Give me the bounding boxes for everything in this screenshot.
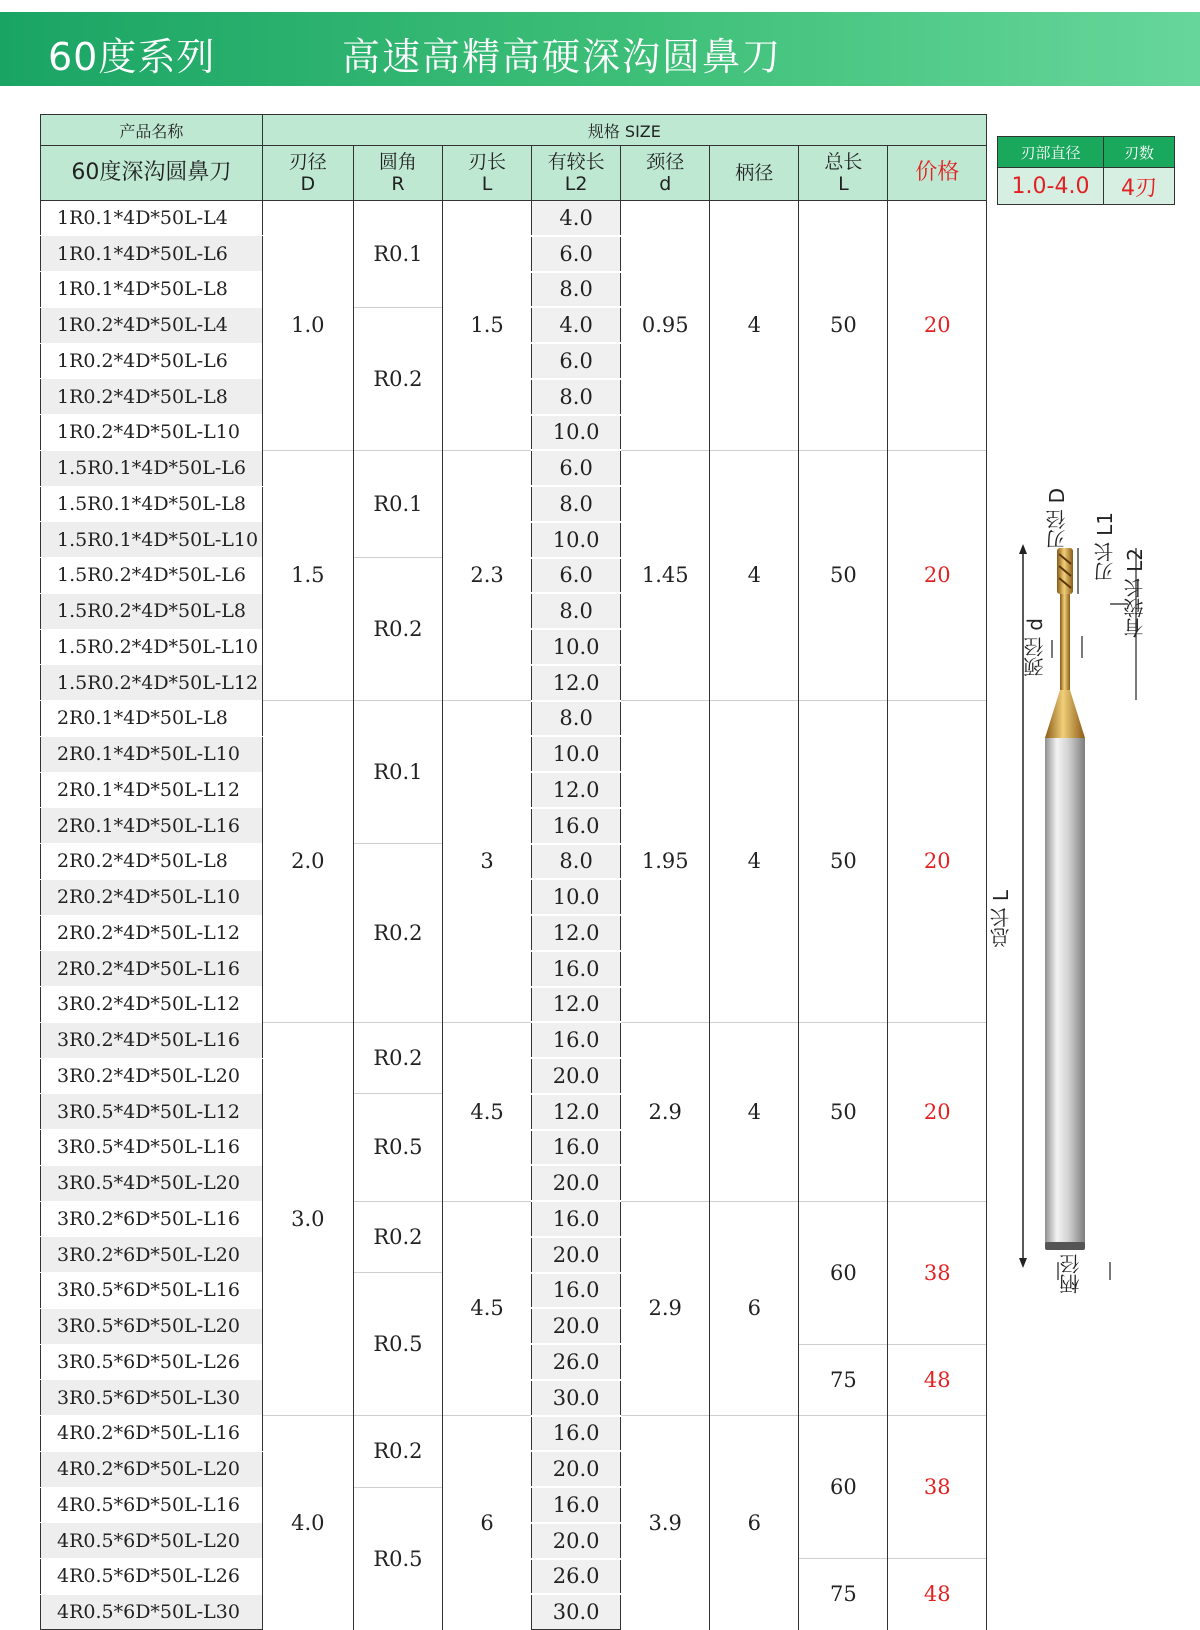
neck-d-label: 颈径 d — [1023, 618, 1047, 678]
product-code: 1R0.2*4D*50L-L6 — [41, 343, 263, 379]
eff-l2-cell: 20.0 — [532, 1523, 621, 1559]
blade-l-cell: 4.5 — [442, 1022, 531, 1201]
price-cell: 38 — [888, 1416, 987, 1559]
eff-l2-label: 有较长 L2 — [1123, 548, 1147, 639]
shank-cell: 6 — [710, 1201, 799, 1416]
total-l-cell: 75 — [799, 1559, 888, 1630]
col-blade-d — [262, 146, 353, 201]
neck-d-cell: 1.95 — [621, 701, 710, 1023]
corner-r-cell: R0.1 — [353, 450, 442, 557]
product-code: 1.5R0.2*4D*50L-L12 — [41, 665, 263, 701]
eff-l2-cell: 16.0 — [532, 1022, 621, 1058]
eff-l2-cell: 8.0 — [532, 701, 621, 737]
product-code: 2R0.1*4D*50L-L12 — [41, 772, 263, 808]
group-name-header: 产品名称 — [41, 115, 263, 146]
table-row — [41, 1201, 987, 1237]
product-code: 1.5R0.1*4D*50L-L6 — [41, 450, 263, 486]
product-code: 3R0.2*6D*50L-L20 — [41, 1237, 263, 1273]
eff-l2-cell: 20.0 — [532, 1058, 621, 1094]
blade-d-cell: 4.0 — [262, 1416, 353, 1630]
col-total-l-sym: L — [838, 173, 849, 195]
product-code: 1.5R0.1*4D*50L-L8 — [41, 486, 263, 522]
corner-r-cell: R0.2 — [353, 1416, 442, 1488]
price-cell: 20 — [888, 701, 987, 1023]
col-neck-d-label: 颈径 — [646, 151, 685, 173]
col-product-name: 60度深沟圆鼻刀 — [41, 146, 263, 201]
eff-l2-cell: 6.0 — [532, 236, 621, 272]
product-code: 2R0.1*4D*50L-L16 — [41, 808, 263, 844]
blade-l-cell: 6 — [442, 1416, 531, 1630]
price-cell: 48 — [888, 1344, 987, 1416]
eff-l2-cell: 10.0 — [532, 522, 621, 558]
product-code: 1R0.1*4D*50L-L8 — [41, 272, 263, 308]
col-neck-d-sym: d — [659, 173, 672, 195]
product-code: 1R0.2*4D*50L-L8 — [41, 379, 263, 415]
shank-cell: 4 — [710, 701, 799, 1023]
col-total-l — [799, 146, 888, 201]
eff-l2-cell: 8.0 — [532, 486, 621, 522]
product-code: 3R0.2*4D*50L-L20 — [41, 1058, 263, 1094]
eff-l2-cell: 16.0 — [532, 1201, 621, 1237]
shank-cell: 6 — [710, 1416, 799, 1630]
product-code: 2R0.2*4D*50L-L10 — [41, 879, 263, 915]
table-row — [41, 1416, 987, 1452]
eff-l2-cell: 26.0 — [532, 1559, 621, 1595]
col-blade-d-label: 刃径 — [288, 151, 327, 173]
eff-l2-cell: 8.0 — [532, 593, 621, 629]
total-l-label: 总长 L — [989, 890, 1013, 948]
eff-l2-cell: 4.0 — [532, 201, 621, 236]
blade-l-cell: 1.5 — [442, 201, 531, 451]
product-code: 4R0.5*6D*50L-L20 — [41, 1523, 263, 1559]
product-code: 4R0.2*6D*50L-L16 — [41, 1416, 263, 1452]
eff-l2-cell: 12.0 — [532, 1094, 621, 1130]
shank-cell: 4 — [710, 201, 799, 451]
product-code: 1.5R0.2*4D*50L-L6 — [41, 558, 263, 594]
eff-l2-cell: 16.0 — [532, 808, 621, 844]
corner-r-cell: R0.2 — [353, 1201, 442, 1273]
blade-d-cell: 1.5 — [262, 450, 353, 700]
tool-diagram — [989, 488, 1200, 1294]
col-eff-l2-label: 有较长 — [547, 151, 605, 173]
product-code: 2R0.2*4D*50L-L16 — [41, 951, 263, 987]
blade-d-label: 刃径 D — [1045, 488, 1069, 550]
col-blade-l — [442, 146, 531, 201]
eff-l2-cell: 8.0 — [532, 379, 621, 415]
col-shank: 柄径 — [710, 146, 799, 201]
product-code: 2R0.1*4D*50L-L8 — [41, 701, 263, 737]
price-cell: 20 — [888, 1022, 987, 1201]
eff-l2-cell: 20.0 — [532, 1308, 621, 1344]
eff-l2-cell: 16.0 — [532, 1273, 621, 1309]
flute-count-header: 刃数 — [1104, 137, 1175, 168]
col-eff-l2-sym: L2 — [564, 173, 588, 195]
table-row — [41, 201, 987, 236]
total-l-cell: 60 — [799, 1201, 888, 1344]
eff-l2-cell: 6.0 — [532, 343, 621, 379]
eff-l2-cell: 26.0 — [532, 1344, 621, 1380]
product-code: 2R0.2*4D*50L-L12 — [41, 915, 263, 951]
eff-l2-cell: 8.0 — [532, 844, 621, 880]
blade-diameter-range: 1.0-4.0 — [998, 168, 1104, 205]
spec-table — [40, 114, 987, 1630]
product-code: 4R0.2*6D*50L-L20 — [41, 1451, 263, 1487]
group-spec-header: 规格 SIZE — [262, 115, 986, 146]
eff-l2-cell: 20.0 — [532, 1451, 621, 1487]
corner-r-cell: R0.1 — [353, 201, 442, 308]
corner-r-cell: R0.5 — [353, 1094, 442, 1201]
eff-l2-cell: 16.0 — [532, 951, 621, 987]
product-code: 3R0.5*6D*50L-L20 — [41, 1308, 263, 1344]
product-code: 1R0.2*4D*50L-L4 — [41, 307, 263, 343]
eff-l2-cell: 20.0 — [532, 1237, 621, 1273]
col-blade-d-sym: D — [300, 173, 316, 195]
col-blade-l-label: 刃长 — [468, 151, 507, 173]
blade-l-cell: 4.5 — [442, 1201, 531, 1416]
eff-l2-cell: 16.0 — [532, 1130, 621, 1166]
eff-l2-cell: 6.0 — [532, 450, 621, 486]
page-title: 高速高精高硬深沟圆鼻刀 — [342, 35, 783, 79]
eff-l2-cell: 10.0 — [532, 879, 621, 915]
product-code: 3R0.2*4D*50L-L16 — [41, 1022, 263, 1058]
product-code: 3R0.5*4D*50L-L16 — [41, 1130, 263, 1166]
eff-l2-cell: 12.0 — [532, 915, 621, 951]
series-title: 60度系列 — [48, 35, 216, 79]
eff-l2-cell: 10.0 — [532, 629, 621, 665]
product-code: 4R0.5*6D*50L-L16 — [41, 1487, 263, 1523]
product-code: 1R0.1*4D*50L-L4 — [41, 201, 263, 236]
eff-l2-cell: 12.0 — [532, 665, 621, 701]
col-price: 价格 — [888, 146, 987, 201]
product-code: 3R0.2*4D*50L-L12 — [41, 987, 263, 1023]
col-blade-l-sym: L — [481, 173, 493, 195]
product-code: 3R0.2*6D*50L-L16 — [41, 1201, 263, 1237]
eff-l2-cell: 20.0 — [532, 1165, 621, 1201]
header-banner — [0, 12, 1200, 86]
product-code: 1R0.1*4D*50L-L6 — [41, 236, 263, 272]
corner-r-cell: R0.5 — [353, 1487, 442, 1630]
product-code: 1.5R0.1*4D*50L-L10 — [41, 522, 263, 558]
flute-info-table — [997, 136, 1175, 205]
eff-l2-cell: 4.0 — [532, 307, 621, 343]
eff-l2-cell: 8.0 — [532, 272, 621, 308]
neck-d-cell: 0.95 — [621, 201, 710, 451]
eff-l2-cell: 16.0 — [532, 1487, 621, 1523]
product-code: 1.5R0.2*4D*50L-L8 — [41, 593, 263, 629]
total-l-cell: 60 — [799, 1416, 888, 1559]
col-total-l-label: 总长 — [824, 151, 863, 173]
table-row — [41, 1022, 987, 1058]
table-row — [41, 701, 987, 737]
blade-l-label: 刃长 L1 — [1093, 512, 1117, 583]
eff-l2-cell: 10.0 — [532, 415, 621, 451]
shank-d-label: 柄径 — [1059, 1254, 1083, 1294]
blade-l-cell: 3 — [442, 701, 531, 1023]
blade-d-cell: 3.0 — [262, 1022, 353, 1415]
corner-r-cell: R0.2 — [353, 558, 442, 701]
col-corner-r-label: 圆角 — [378, 151, 417, 173]
corner-r-cell: R0.2 — [353, 307, 442, 450]
blade-diameter-header: 刃部直径 — [998, 137, 1104, 168]
shank-cell: 4 — [710, 1022, 799, 1201]
total-l-cell: 75 — [799, 1344, 888, 1416]
col-corner-r-sym: R — [391, 173, 405, 195]
product-code: 3R0.5*6D*50L-L26 — [41, 1344, 263, 1380]
product-code: 3R0.5*4D*50L-L12 — [41, 1094, 263, 1130]
shank-cell: 4 — [710, 450, 799, 700]
eff-l2-cell: 16.0 — [532, 1416, 621, 1452]
product-code: 3R0.5*6D*50L-L30 — [41, 1380, 263, 1416]
corner-r-cell: R0.2 — [353, 1022, 442, 1094]
eff-l2-cell: 10.0 — [532, 736, 621, 772]
corner-r-cell: R0.5 — [353, 1273, 442, 1416]
neck-d-cell: 1.45 — [621, 450, 710, 700]
price-cell: 20 — [888, 450, 987, 700]
total-l-cell: 50 — [799, 450, 888, 700]
product-code: 1.5R0.2*4D*50L-L10 — [41, 629, 263, 665]
col-eff-l2 — [532, 146, 621, 201]
price-cell: 48 — [888, 1559, 987, 1630]
total-l-cell: 50 — [799, 1022, 888, 1201]
product-code: 3R0.5*6D*50L-L16 — [41, 1273, 263, 1309]
product-code: 4R0.5*6D*50L-L30 — [41, 1594, 263, 1629]
neck-d-cell: 3.9 — [621, 1416, 710, 1630]
blade-d-cell: 2.0 — [262, 701, 353, 1023]
corner-r-cell: R0.1 — [353, 701, 442, 844]
eff-l2-cell: 12.0 — [532, 772, 621, 808]
eff-l2-cell: 12.0 — [532, 987, 621, 1023]
total-l-cell: 50 — [799, 201, 888, 451]
col-corner-r — [353, 146, 442, 201]
total-l-cell: 50 — [799, 701, 888, 1023]
product-code: 2R0.2*4D*50L-L8 — [41, 844, 263, 880]
flute-count-value: 4刃 — [1104, 168, 1175, 205]
eff-l2-cell: 6.0 — [532, 558, 621, 594]
col-neck-d — [621, 146, 710, 201]
eff-l2-cell: 30.0 — [532, 1594, 621, 1629]
price-cell: 38 — [888, 1201, 987, 1344]
product-code: 3R0.5*4D*50L-L20 — [41, 1165, 263, 1201]
eff-l2-cell: 30.0 — [532, 1380, 621, 1416]
price-cell: 20 — [888, 201, 987, 451]
product-code: 4R0.5*6D*50L-L26 — [41, 1559, 263, 1595]
blade-l-cell: 2.3 — [442, 450, 531, 700]
product-code: 2R0.1*4D*50L-L10 — [41, 736, 263, 772]
neck-d-cell: 2.9 — [621, 1201, 710, 1416]
table-row — [41, 450, 987, 486]
neck-d-cell: 2.9 — [621, 1022, 710, 1201]
product-code: 1R0.2*4D*50L-L10 — [41, 415, 263, 451]
blade-d-cell: 1.0 — [262, 201, 353, 451]
corner-r-cell: R0.2 — [353, 844, 442, 1023]
